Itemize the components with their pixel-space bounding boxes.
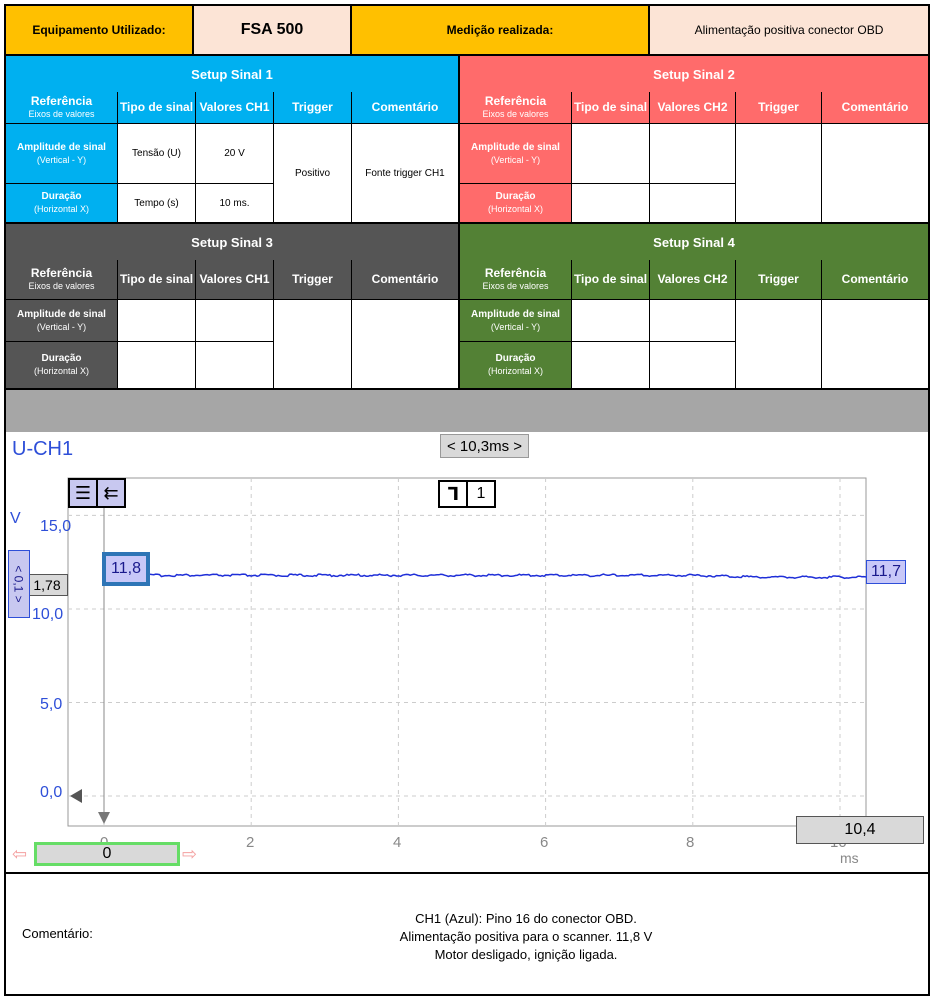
setup-2-ref-header: Referência Eixos de valores (460, 92, 572, 124)
cursor-time-right[interactable]: 10,4 (796, 816, 924, 844)
setup-1-tipo-header: Tipo de sinal (118, 92, 196, 124)
cursor-time-left[interactable]: 0 (34, 842, 180, 866)
equipment-value: FSA 500 (194, 6, 352, 54)
setup-3-duracao-valor (196, 342, 274, 388)
setup-2-duracao-valor (650, 184, 736, 224)
setup-3-amplitude-tipo (118, 300, 196, 342)
setup-3-ref-header: Referência Eixos de valores (6, 260, 118, 300)
setup-1-amplitude-label: Amplitude de sinal (Vertical - Y) (6, 124, 118, 184)
setup-2-trigger-value (736, 124, 822, 224)
setup-2-duracao-label: Duração (Horizontal X) (460, 184, 572, 224)
setup-2-amplitude-label: Amplitude de sinal (Vertical - Y) (460, 124, 572, 184)
setup-2-duracao-tipo (572, 184, 650, 224)
setup-3-trigger-header: Trigger (274, 260, 352, 300)
setup-4-tipo-header: Tipo de sinal (572, 260, 650, 300)
plot-area (68, 478, 866, 826)
setup-1-valores-header: Valores CH1 (196, 92, 274, 124)
cursor-value-right[interactable]: 11,7 (866, 560, 906, 584)
setup-2-trigger-header: Trigger (736, 92, 822, 124)
trigger-number[interactable]: 1 (466, 480, 496, 508)
setup-4-trigger-header: Trigger (736, 260, 822, 300)
setup-3-comentario-value (352, 300, 460, 388)
setup-1-amplitude-valor: 20 V (196, 124, 274, 184)
setup-signal-1 (6, 56, 460, 224)
setup-3-tipo-header: Tipo de sinal (118, 260, 196, 300)
x-tick-8: 8 (686, 834, 695, 851)
setup-1-ref-header: Referência Eixos de valores (6, 92, 118, 124)
setup-3-trigger-value (274, 300, 352, 388)
setup-4-amplitude-valor (650, 300, 736, 342)
comment-line-2: Alimentação positiva para o scanner. 11,8 V (399, 929, 653, 944)
measurement-label: Medição realizada: (352, 6, 650, 54)
oscilloscope-view (6, 432, 928, 870)
setup-2-comentario-header: Comentário (822, 92, 928, 124)
scroll-left-icon[interactable]: ⇦ (12, 844, 28, 864)
report-frame (4, 4, 930, 996)
comment-line-1: CH1 (Azul): Pino 16 do conector OBD. (415, 911, 637, 926)
y-tick-0: 0,0 (40, 784, 63, 801)
setup-4-amplitude-tipo (572, 300, 650, 342)
y-unit-label: V (10, 510, 21, 527)
setup-4-ref-header: Referência Eixos de valores (460, 260, 572, 300)
setup-2-amplitude-valor (650, 124, 736, 184)
setup-3-amplitude-label: Amplitude de sinal (Vertical - Y) (6, 300, 118, 342)
comment-label: Comentário: (22, 926, 93, 941)
comment-line-3: Motor desligado, ignição ligada. (434, 947, 618, 962)
y-tick-15: 15,0 (40, 518, 72, 535)
setup-3-duracao-tipo (118, 342, 196, 388)
setup-1-duracao-label: Duração (Horizontal X) (6, 184, 118, 224)
setup-2-tipo-header: Tipo de sinal (572, 92, 650, 124)
scroll-right-icon[interactable]: ⇨ (182, 844, 198, 864)
setup-4-duracao-label: Duração (Horizontal X) (460, 342, 572, 388)
equipment-label: Equipamento Utilizado: (6, 6, 194, 54)
setup-4-trigger-value (736, 300, 822, 388)
comment-section (6, 872, 928, 994)
setup-1-amplitude-tipo: Tensão (U) (118, 124, 196, 184)
setup-3-valores-header: Valores CH1 (196, 260, 274, 300)
setup-3-duracao-label: Duração (Horizontal X) (6, 342, 118, 388)
x-tick-2: 2 (246, 834, 255, 851)
setup-4-duracao-tipo (572, 342, 650, 388)
x-tick-4: 4 (393, 834, 402, 851)
setup-4-amplitude-label: Amplitude de sinal (Vertical - Y) (460, 300, 572, 342)
setup-4-title: Setup Sinal 4 (460, 224, 928, 260)
setup-4-comentario-header: Comentário (822, 260, 928, 300)
channel-label: U-CH1 (12, 438, 74, 460)
setup-1-title: Setup Sinal 1 (6, 56, 460, 92)
falling-edge-icon[interactable]: ⅂ (438, 480, 468, 508)
setup-3-amplitude-valor (196, 300, 274, 342)
cursor-back-icon[interactable]: ⇇ (96, 478, 126, 508)
setup-1-trigger-header: Trigger (274, 92, 352, 124)
setup-1-duracao-valor: 10 ms. (196, 184, 274, 224)
setup-4-comentario-value (822, 300, 928, 388)
range-marker[interactable]: < 0,1 > (8, 550, 30, 618)
setup-2-amplitude-tipo (572, 124, 650, 184)
setup-2-valores-header: Valores CH2 (650, 92, 736, 124)
setup-1-comentario-value: Fonte trigger CH1 (352, 124, 460, 224)
setup-4-duracao-valor (650, 342, 736, 388)
setup-3-comentario-header: Comentário (352, 260, 460, 300)
setup-1-trigger-value: Positivo (274, 124, 352, 224)
comment-text (306, 910, 746, 964)
x-unit-label: ms (840, 850, 859, 866)
setup-2-comentario-value (822, 124, 928, 224)
measurement-value: Alimentação positiva conector OBD (650, 6, 928, 54)
setup-signal-4 (460, 224, 928, 388)
setup-3-title: Setup Sinal 3 (6, 224, 460, 260)
offset-marker[interactable]: 1,78 (26, 574, 68, 596)
setup-2-title: Setup Sinal 2 (460, 56, 928, 92)
setup-signal-2 (460, 56, 928, 224)
setup-signal-3 (6, 224, 460, 388)
cursor-value-left[interactable]: 11,8 (102, 552, 150, 586)
time-window-selector[interactable]: < 10,3ms > (440, 434, 529, 458)
y-tick-5: 5,0 (40, 696, 63, 713)
setup-1-duracao-tipo: Tempo (s) (118, 184, 196, 224)
scope-toolbar-band (6, 390, 928, 432)
setup-1-comentario-header: Comentário (352, 92, 460, 124)
x-tick-6: 6 (540, 834, 549, 851)
y-tick-10: 10,0 (32, 606, 64, 623)
setup-4-valores-header: Valores CH2 (650, 260, 736, 300)
menu-icon[interactable]: ☰ (68, 478, 98, 508)
